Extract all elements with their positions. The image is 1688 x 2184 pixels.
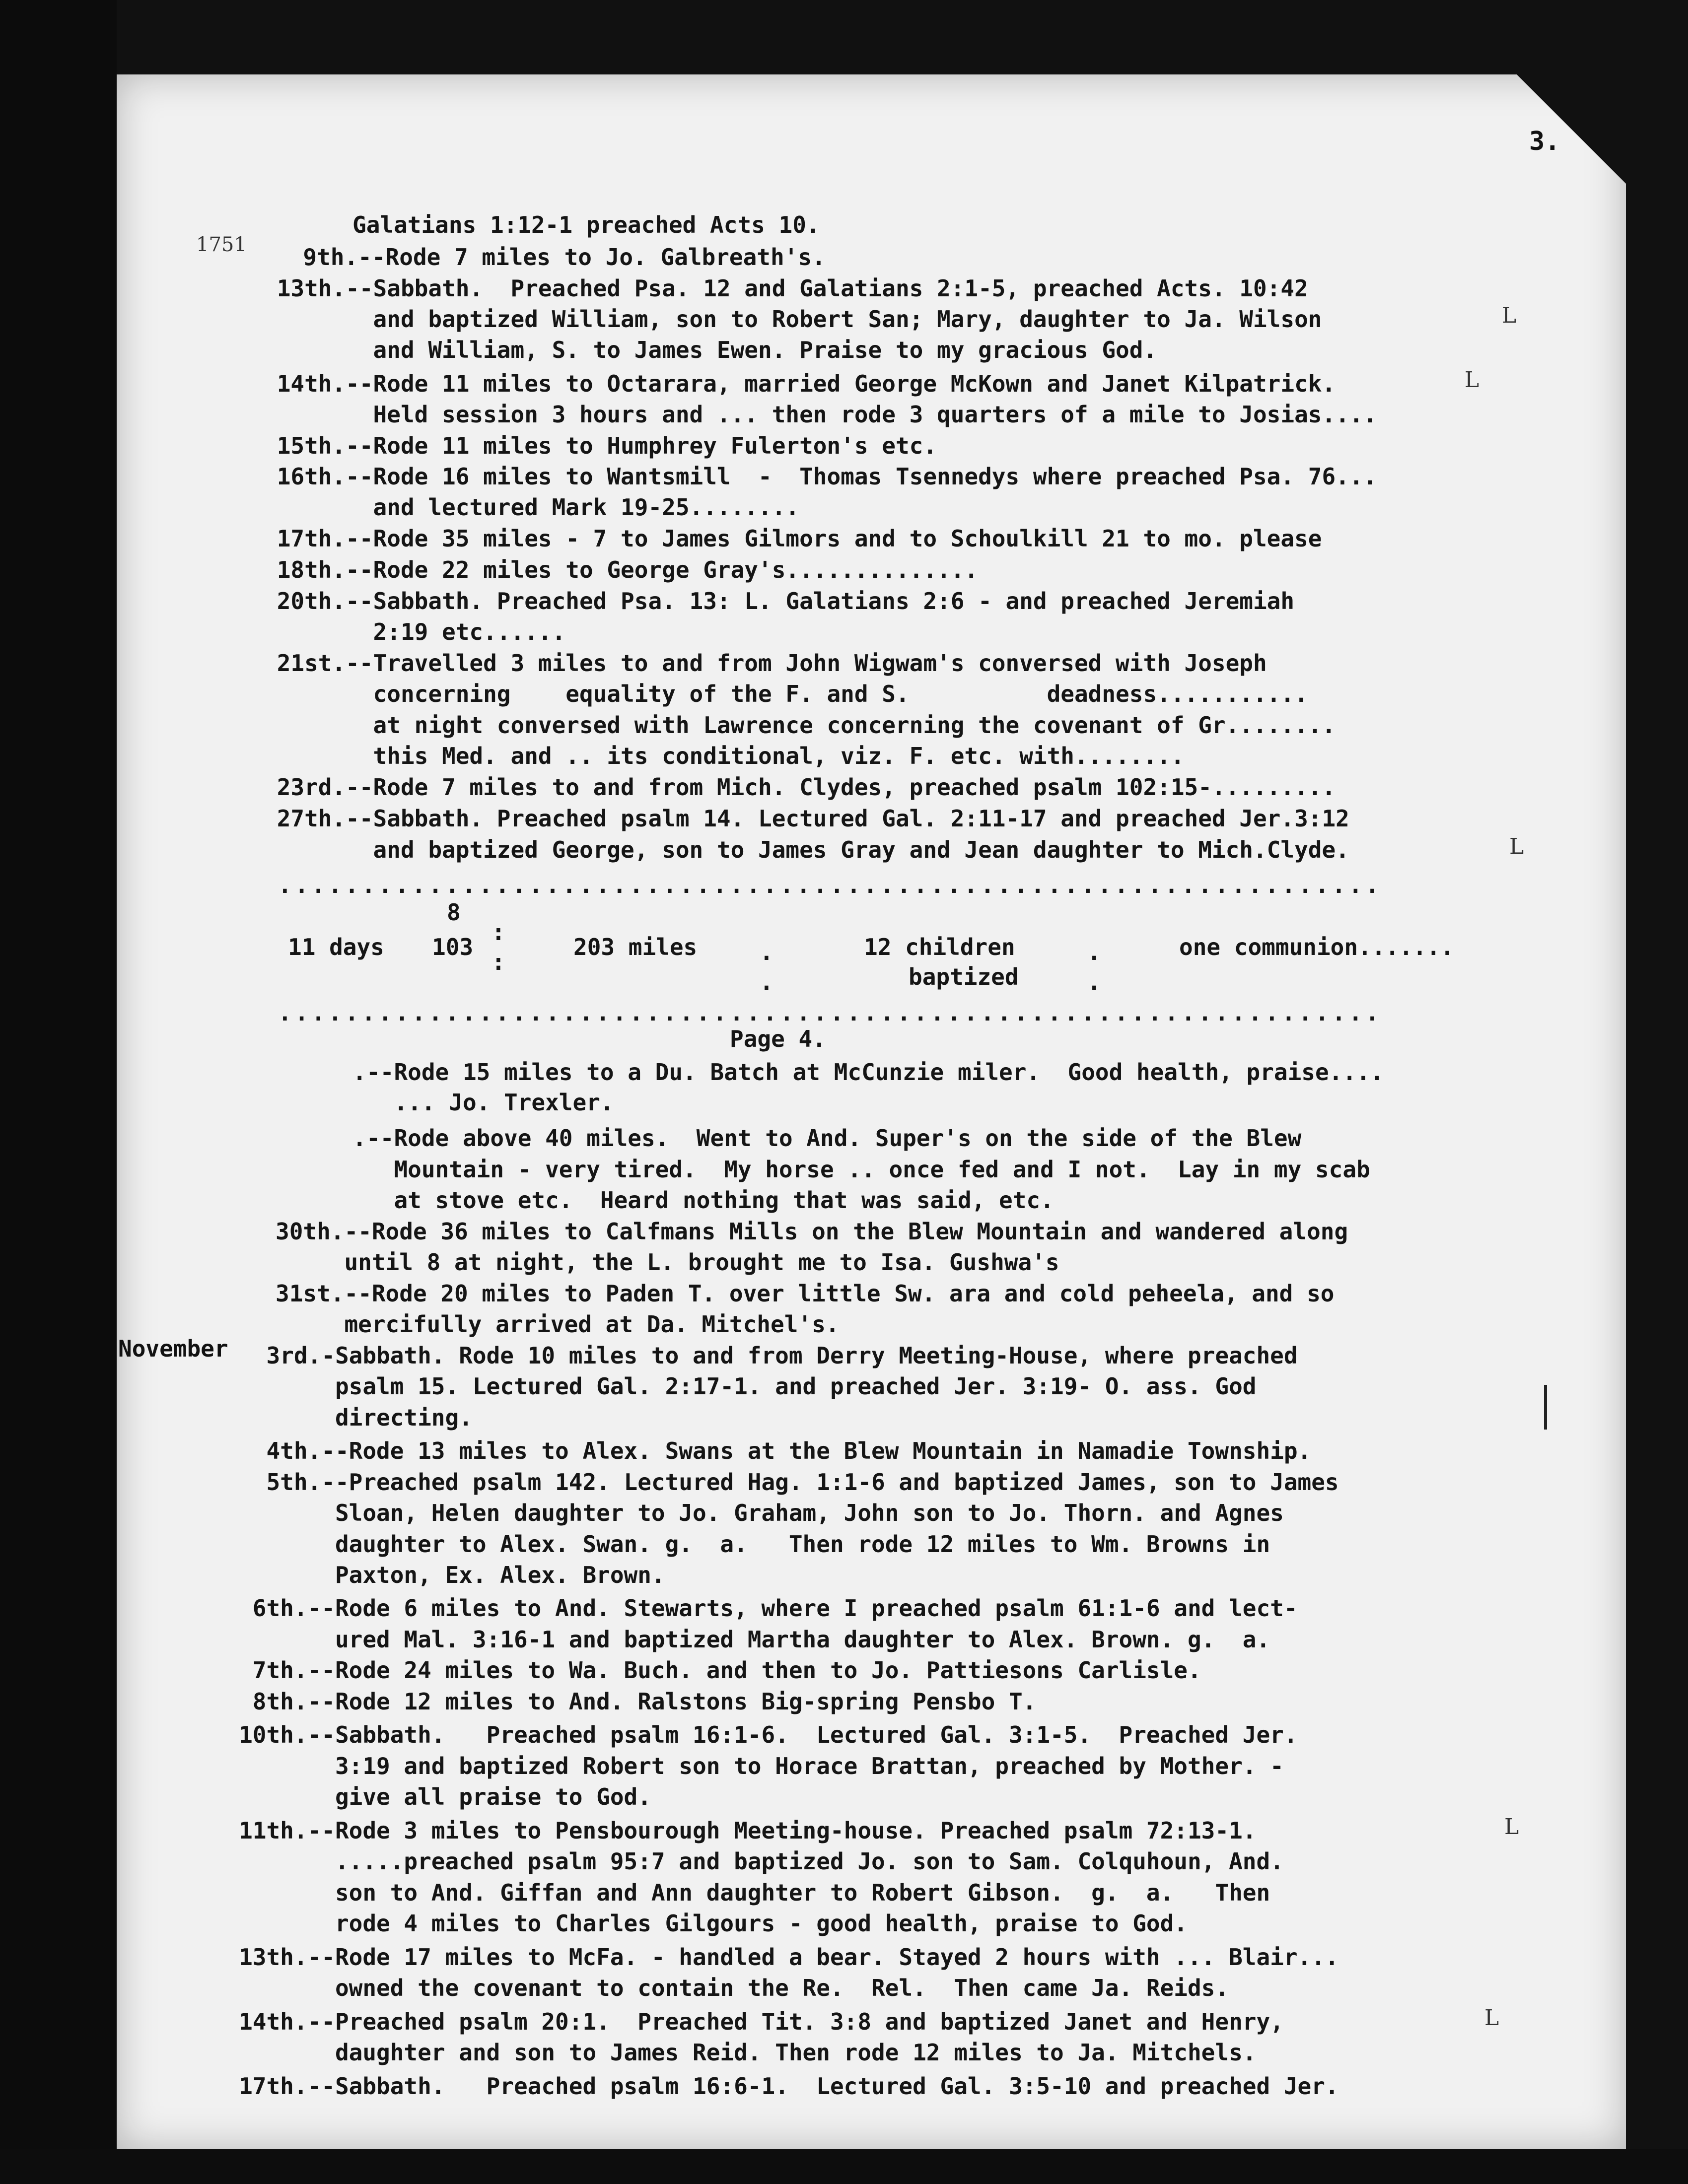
entry-line: Mountain - very tired. My horse .. once fed and I not. Lay in my scab bbox=[325, 1156, 1370, 1183]
summary-miles: 203 miles bbox=[573, 934, 698, 960]
summary-count: 103 bbox=[432, 934, 474, 960]
colon-separator: : bbox=[492, 949, 505, 975]
check-mark: L bbox=[1504, 1814, 1519, 1840]
entry-line: daughter and son to James Reid. Then rode 12 miles to Ja. Mitchels. bbox=[198, 2039, 1257, 2066]
entry-line: 7th.--Rode 24 miles to Wa. Buch. and then to Jo. Pattiesons Carlisle. bbox=[198, 1657, 1201, 1684]
entry-line: 17th.--Rode 35 miles - 7 to James Gilmors and to Schoulkill 21 to mo. please bbox=[263, 525, 1322, 552]
entry-line: 31st.--Rode 20 miles to Paden T. over little Sw. ara and cold peheela, and so bbox=[276, 1280, 1335, 1307]
entry-line: 20th.--Sabbath. Preached Psa. 13: L. Galatians 2:6 - and preached Jeremiah bbox=[263, 588, 1295, 614]
entry-line: 5th.--Preached psalm 142. Lectured Hag. 1:1-6 and baptized James, son to James bbox=[198, 1469, 1339, 1496]
dot-separator: . bbox=[1087, 939, 1101, 965]
entry-line: 9th.--Rode 7 miles to Jo. Galbreath's. bbox=[276, 244, 826, 271]
entry-line: 3rd.-Sabbath. Rode 10 miles to and from Derry Meeting-House, where preached bbox=[198, 1342, 1298, 1369]
month-label: November bbox=[118, 1335, 228, 1362]
check-mark: L bbox=[1509, 834, 1524, 859]
entry-line: 2:19 etc...... bbox=[263, 618, 566, 645]
summary-baptized: baptized bbox=[909, 963, 1019, 990]
margin-bar bbox=[1544, 1385, 1547, 1430]
entry-line: 4th.--Rode 13 miles to Alex. Swans at the Blew Mountain in Namadie Township. bbox=[198, 1437, 1312, 1464]
page-heading: Page 4. bbox=[730, 1025, 826, 1052]
entry-line: concerning equality of the F. and S. deadness........... bbox=[263, 681, 1308, 707]
entry-line: 23rd.--Rode 7 miles to and from Mich. Clydes, preached psalm 102:15-......... bbox=[263, 774, 1336, 801]
entry-line: 17th.--Sabbath. Preached psalm 16:6-1. Lectured Gal. 3:5-10 and preached Jer. bbox=[198, 2073, 1339, 2100]
entry-line: Paxton, Ex. Alex. Brown. bbox=[198, 1562, 665, 1588]
entry-line: give all praise to God. bbox=[198, 1783, 651, 1810]
entry-line: and lectured Mark 19-25........ bbox=[263, 494, 800, 521]
entry-line: Held session 3 hours and ... then rode 3 quarters of a mile to Josias.... bbox=[263, 401, 1377, 428]
entry-line: ... Jo. Trexler. bbox=[325, 1089, 614, 1116]
entry-line: at night conversed with Lawrence concerning the covenant of Gr........ bbox=[263, 712, 1336, 739]
entry-line: 15th.--Rode 11 miles to Humphrey Fulerton's etc. bbox=[263, 432, 937, 459]
entry-line: owned the covenant to contain the Re. Rel. Then came Ja. Reids. bbox=[198, 1975, 1229, 2001]
entry-line: 6th.--Rode 6 miles to And. Stewarts, where I preached psalm 61:1-6 and lect- bbox=[198, 1595, 1298, 1622]
entry-line: and baptized William, son to Robert San; Mary, daughter to Ja. Wilson bbox=[263, 306, 1322, 333]
entry-line: and baptized George, son to James Gray and Jean daughter to Mich.Clyde. bbox=[263, 836, 1349, 863]
check-mark: L bbox=[1502, 303, 1517, 328]
entry-line: 13th.--Sabbath. Preached Psa. 12 and Galatians 2:1-5, preached Acts. 10:42 bbox=[263, 275, 1308, 302]
scan-bottom-edge bbox=[0, 2149, 1688, 2184]
entry-line: rode 4 miles to Charles Gilgours - good health, praise to God. bbox=[198, 1910, 1188, 1937]
entry-line: 18th.--Rode 22 miles to George Gray's.............. bbox=[263, 556, 979, 583]
colon-separator: : bbox=[492, 919, 505, 946]
entry-line: 27th.--Sabbath. Preached psalm 14. Lectured Gal. 2:11-17 and preached Jer.3:12 bbox=[263, 805, 1349, 832]
entry-line: 14th.--Preached psalm 20:1. Preached Tit. 3:8 and baptized Janet and Henry, bbox=[198, 2008, 1284, 2035]
entry-line: Sloan, Helen daughter to Jo. Graham, John son to Jo. Thorn. and Agnes bbox=[198, 1500, 1284, 1526]
entry-line: at stove etc. Heard nothing that was said, etc. bbox=[325, 1187, 1054, 1214]
entry-line: 11th.--Rode 3 miles to Pensbourough Meeting-house. Preached psalm 72:13-1. bbox=[198, 1817, 1257, 1844]
page-number: 3. bbox=[1529, 127, 1560, 156]
entry-line: .....preached psalm 95:7 and baptized Jo. son to Sam. Colquhoun, And. bbox=[198, 1848, 1284, 1875]
entry-line: directing. bbox=[198, 1404, 473, 1431]
entry-line: 10th.--Sabbath. Preached psalm 16:1-6. Lectured Gal. 3:1-5. Preached Jer. bbox=[198, 1721, 1298, 1748]
entry-line: ured Mal. 3:16-1 and baptized Martha daughter to Alex. Brown. g. a. bbox=[198, 1626, 1270, 1653]
summary-days: 11 days bbox=[288, 934, 384, 960]
entry-line: 21st.--Travelled 3 miles to and from John Wigwam's conversed with Joseph bbox=[263, 650, 1267, 677]
dotted-rule: .................................................................. bbox=[278, 999, 1382, 1026]
summary-communion: one communion....... bbox=[1179, 934, 1454, 960]
entry-line: 13th.--Rode 17 miles to McFa. - handled a bear. Stayed 2 hours with ... Blair... bbox=[198, 1944, 1339, 1971]
entry-line: son to And. Giffan and Ann daughter to Robert Gibson. g. a. Then bbox=[198, 1879, 1270, 1906]
dotted-rule: .................................................................. bbox=[278, 872, 1382, 898]
entry-line: until 8 at night, the L. brought me to Isa. Gushwa's bbox=[276, 1249, 1059, 1276]
entry-line: .--Rode above 40 miles. Went to And. Super's on the side of the Blew bbox=[325, 1125, 1302, 1152]
entry-line: psalm 15. Lectured Gal. 2:17-1. and preached Jer. 3:19- O. ass. God bbox=[198, 1373, 1257, 1400]
dot-separator: . bbox=[760, 968, 774, 995]
entry-line: this Med. and .. its conditional, viz. F. etc. with........ bbox=[263, 743, 1185, 769]
entry-line: mercifully arrived at Da. Mitchel's. bbox=[276, 1311, 840, 1338]
entry-line: Galatians 1:12-1 preached Acts 10. bbox=[352, 211, 820, 238]
entry-line: 14th.--Rode 11 miles to Octarara, married George McKown and Janet Kilpatrick. bbox=[263, 370, 1336, 397]
summary-children: 12 children bbox=[864, 934, 1015, 960]
summary-top-digit: 8 bbox=[447, 899, 461, 926]
scan-left-edge bbox=[0, 0, 117, 2184]
entry-line: 8th.--Rode 12 miles to And. Ralstons Big-spring Pensbo T. bbox=[198, 1688, 1037, 1715]
dot-separator: . bbox=[760, 939, 774, 965]
dot-separator: . bbox=[1087, 968, 1101, 995]
entry-line: .--Rode 15 miles to a Du. Batch at McCunzie miler. Good health, praise.... bbox=[325, 1059, 1384, 1086]
check-mark: L bbox=[1465, 367, 1479, 393]
margin-note: 1751 bbox=[196, 233, 247, 256]
check-mark: L bbox=[1484, 2005, 1499, 2031]
entry-line: 16th.--Rode 16 miles to Wantsmill - Thomas Tsennedys where preached Psa. 76... bbox=[263, 463, 1377, 490]
entry-line: and William, S. to James Ewen. Praise to my gracious God. bbox=[263, 337, 1157, 363]
entry-line: 30th.--Rode 36 miles to Calfmans Mills on the Blew Mountain and wandered along bbox=[276, 1218, 1348, 1245]
entry-line: daughter to Alex. Swan. g. a. Then rode 12 miles to Wm. Browns in bbox=[198, 1531, 1270, 1558]
entry-line: 3:19 and baptized Robert son to Horace Brattan, preached by Mother. - bbox=[198, 1753, 1284, 1779]
